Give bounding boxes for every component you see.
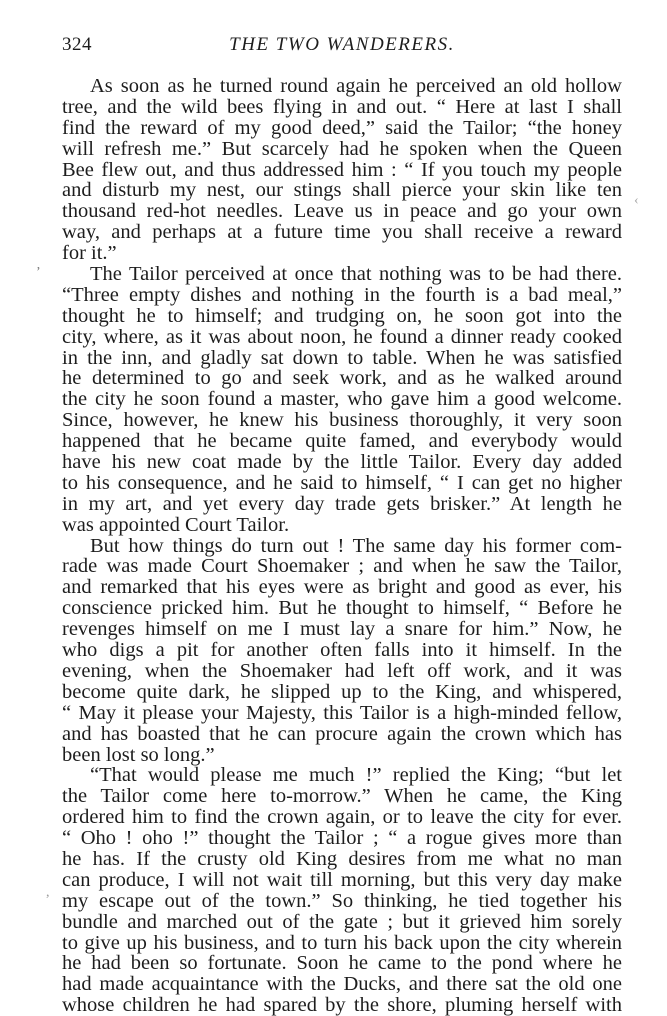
text-line: been lost so long.” bbox=[62, 743, 215, 766]
text-line: he has. If the crusty old King desires from me what no man bbox=[62, 847, 622, 870]
text-line: he had been so fortunate. Soon he came to the pond where he bbox=[62, 952, 622, 975]
text-line: “ May it please your Majesty, this Tailor is a high-minded fellow, bbox=[62, 701, 622, 724]
text-line: bundle and marched out of the gate ; but it grieved him sorely bbox=[62, 910, 622, 933]
text-line: for it.” bbox=[62, 242, 117, 265]
text-line: and disturb my nest, our stings shall pierce your skin like ten bbox=[62, 179, 622, 202]
text-line: to give up his business, and to turn his back upon the city wherein bbox=[62, 931, 622, 954]
text-line: and remarked that his eyes were as bright and good as ever, his bbox=[62, 576, 622, 599]
text-line: have his new coat made by the little Tailor. Every day added bbox=[62, 451, 622, 474]
text-line: But how things do turn out ! The same day his former com- bbox=[90, 534, 622, 557]
text-line: ordered him to find the crown again, or to leave the city for ever. bbox=[62, 806, 622, 829]
text-line: Bee flew out, and thus addressed him : “ If you touch my people bbox=[62, 158, 622, 181]
text-line: he determined to go and seek work, and as he walked around bbox=[62, 367, 622, 390]
text-line: the Tailor come here to-morrow.” When he came, the King bbox=[62, 785, 622, 808]
text-line: conscience pricked him. But he thought to himself, “ Before he bbox=[62, 597, 622, 620]
paragraph bbox=[62, 264, 622, 536]
text-line: can produce, I will not wait till morning, but this very day make bbox=[62, 868, 622, 891]
text-line: my escape out of the town.” So thinking, he tied together his bbox=[62, 889, 622, 912]
text-line: was appointed Court Tailor. bbox=[62, 513, 290, 536]
text-line: to his consequence, and he said to himself, “ I can get no higher bbox=[62, 471, 622, 494]
text-line: way, and perhaps at a future time you shall receive a reward bbox=[62, 221, 622, 244]
paragraph bbox=[62, 76, 622, 264]
text-line: in the inn, and gladly sat down to table. When he was satisfied bbox=[62, 346, 622, 369]
running-title: THE TWO WANDERERS. bbox=[229, 34, 455, 55]
text-line: and has boasted that he can procure again the crown which has bbox=[62, 722, 622, 745]
text-line: who digs a pit for another often falls into it himself. In the bbox=[62, 639, 622, 662]
text-line: “That would please me much !” replied the King; “but let bbox=[90, 764, 622, 787]
text-line: had made acquaintance with the Ducks, and there sat the old one bbox=[62, 973, 622, 996]
text-line: become quite dark, he slipped up to the King, and whispered, bbox=[62, 680, 622, 703]
margin-mark: ’ bbox=[36, 265, 41, 280]
text-line: find the reward of my good deed,” said the Tailor; “the honey bbox=[62, 116, 622, 139]
text-line: thousand red-hot needles. Leave us in peace and go your own bbox=[62, 200, 622, 223]
text-line: the city he soon found a master, who gave him a good welcome. bbox=[62, 388, 622, 411]
text-line: evening, when the Shoemaker had left off work, and it was bbox=[62, 659, 622, 682]
text-line: whose children he had spared by the shore, pluming herself with bbox=[62, 994, 622, 1016]
text-line: happened that he became quite famed, and everybody would bbox=[62, 430, 622, 453]
text-line: in my art, and yet every day trade gets brisker.” At length he bbox=[62, 492, 622, 515]
text-line: Since, however, he knew his business thoroughly, it very soon bbox=[62, 409, 622, 432]
body-text bbox=[62, 76, 622, 1016]
text-line: “ Oho ! oho !” thought the Tailor ; “ a rogue gives more than bbox=[62, 827, 622, 850]
page-number: 324 bbox=[62, 34, 92, 55]
text-line: As soon as he turned round again he perceived an old hollow bbox=[90, 75, 622, 97]
text-line: city, where, as it was about noon, he found a dinner ready cooked bbox=[62, 325, 622, 348]
paragraph bbox=[62, 536, 622, 766]
text-line: tree, and the wild bees flying in and out. “ Here at last I shall bbox=[62, 95, 622, 118]
paragraph bbox=[62, 765, 622, 1016]
running-head bbox=[62, 34, 622, 58]
text-line: thought he to himself; and trudging on, he soon got into the bbox=[62, 304, 622, 327]
text-line: “Three empty dishes and nothing in the fourth is a bad meal,” bbox=[62, 283, 622, 306]
margin-mark: ‹ bbox=[634, 193, 639, 208]
text-line: rade was made Court Shoemaker ; and when he saw the Tailor, bbox=[62, 555, 622, 578]
margin-mark: , bbox=[46, 885, 50, 900]
text-line: revenges himself on me I must lay a snare for him.” Now, he bbox=[62, 618, 622, 641]
text-line: will refresh me.” But scarcely had he spoken when the Queen bbox=[62, 137, 622, 160]
text-line: The Tailor perceived at once that nothing was to be had there. bbox=[90, 263, 622, 286]
